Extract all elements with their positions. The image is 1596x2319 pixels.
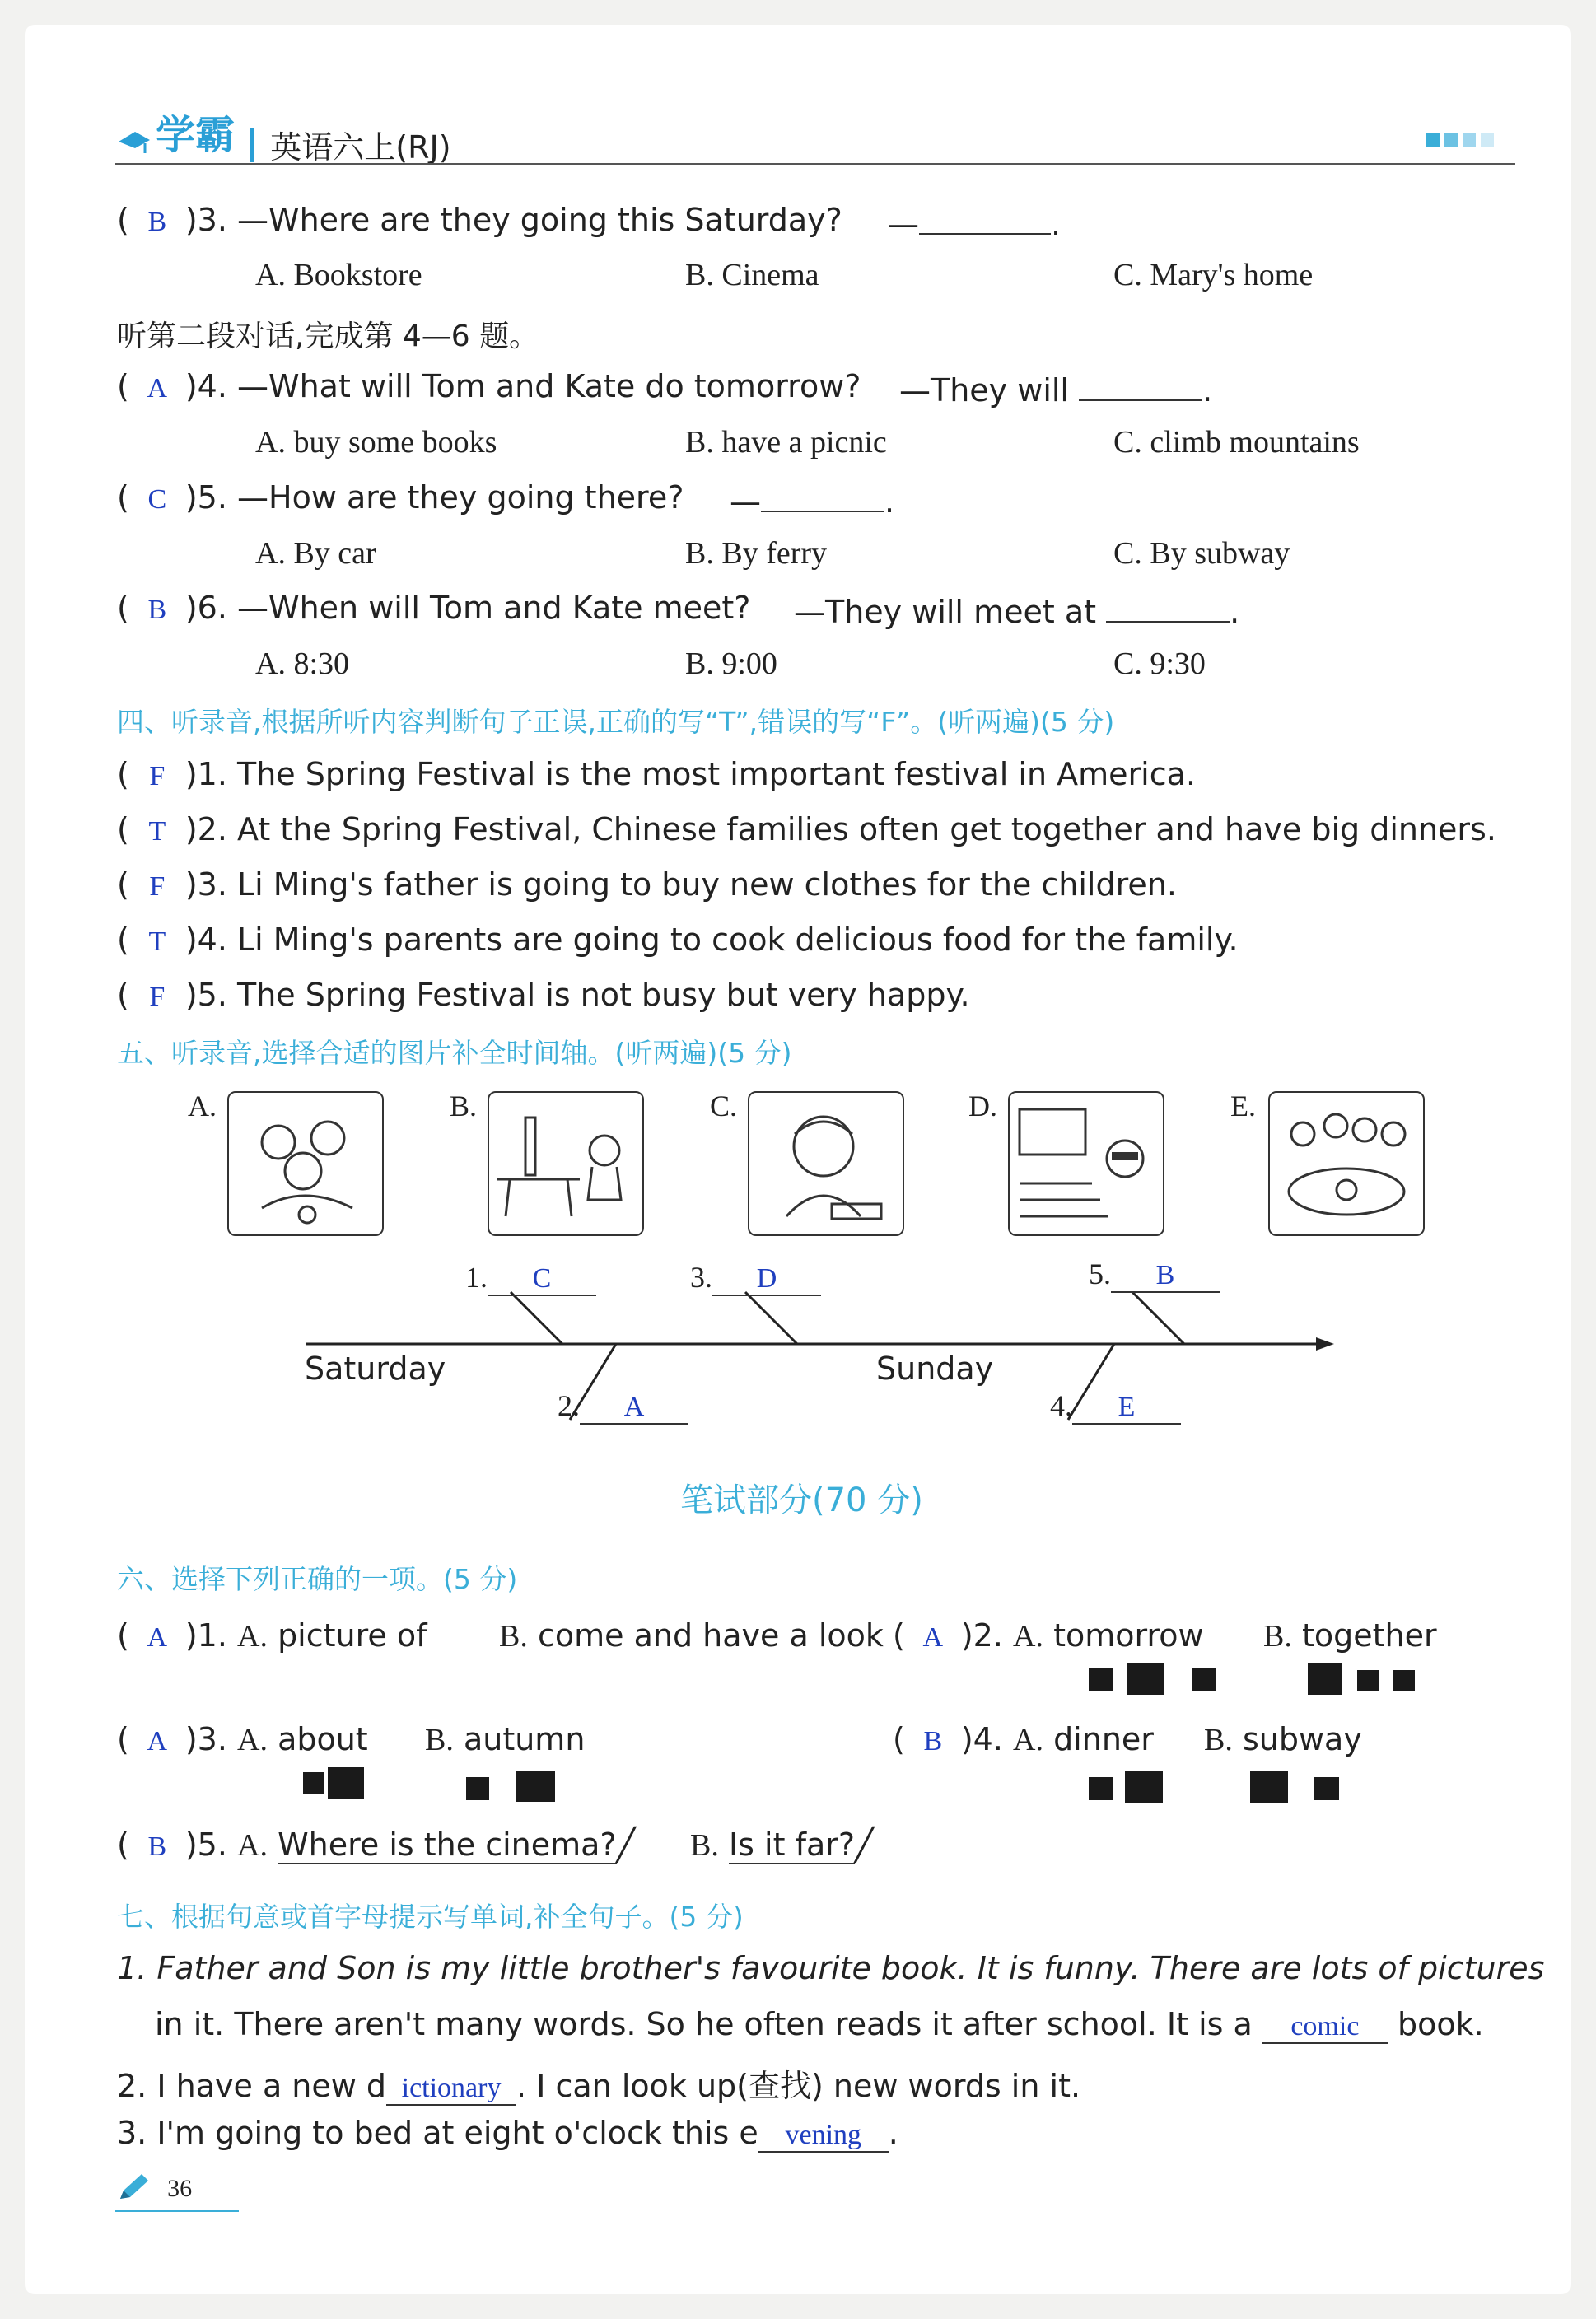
picture-label-c: C. bbox=[710, 1090, 738, 1122]
timeline-slot-1: 1. C bbox=[465, 1260, 596, 1296]
q5-option-c: C. By subway bbox=[1113, 536, 1290, 571]
section5-title: 五、听录音,选择合适的图片补全时间轴。(听两遍)(5 分) bbox=[117, 1037, 792, 1069]
section6-q5-b: B. Is it far?╱ bbox=[690, 1827, 874, 1863]
redaction-mark bbox=[328, 1767, 364, 1799]
answer-mark: A bbox=[147, 1726, 168, 1757]
instruction-dialog2: 听第二段对话,完成第 4—6 题。 bbox=[117, 320, 539, 353]
answer-mark: A bbox=[147, 373, 168, 404]
q4-option-b: B. have a picnic bbox=[685, 425, 887, 460]
redaction-mark bbox=[1314, 1777, 1339, 1800]
picture-label-e: E. bbox=[1230, 1090, 1256, 1122]
timeline-slot-5: 5. B bbox=[1089, 1257, 1220, 1293]
section6-q3: ( A )3. A. about bbox=[117, 1721, 368, 1757]
section6-q4: ( B )4. A. dinner bbox=[893, 1721, 1154, 1757]
q4-option-a: A. buy some books bbox=[255, 425, 497, 460]
redaction-mark bbox=[1192, 1668, 1216, 1691]
section4-item-5: ( F )5. The Spring Festival is not busy but very happy. bbox=[117, 977, 970, 1013]
section4-title: 四、听录音,根据所听内容判断句子正误,正确的写“T”,错误的写“F”。(听两遍)(5 分) bbox=[117, 706, 1115, 738]
q5-option-b: B. By ferry bbox=[685, 536, 828, 571]
answer-mark: A bbox=[922, 1622, 944, 1653]
redaction-mark bbox=[1308, 1663, 1342, 1695]
section7-sentence2: 2. I have a new d ictionary . I can look up(查找) new words in it. bbox=[117, 2068, 1081, 2104]
answer-mark: T bbox=[148, 816, 166, 847]
book-subtitle: 英语六上(RJ) bbox=[270, 129, 451, 166]
q6-option-a: A. 8:30 bbox=[255, 646, 349, 681]
redaction-mark bbox=[466, 1777, 489, 1800]
listening-q5-reply: — . bbox=[730, 479, 894, 520]
answer-blank: vening bbox=[758, 2120, 889, 2153]
redaction-mark bbox=[303, 1772, 324, 1794]
redaction-mark bbox=[1127, 1663, 1164, 1695]
listening-q6-reply: —They will meet at . bbox=[794, 590, 1239, 630]
redaction-mark bbox=[1357, 1670, 1379, 1691]
q4-option-c: C. climb mountains bbox=[1113, 425, 1360, 460]
section6-q1: ( A )1. A. picture of bbox=[117, 1617, 427, 1654]
section6-q1-b: B. come and have a look bbox=[499, 1617, 884, 1654]
q3-option-a: A. Bookstore bbox=[255, 258, 422, 292]
redaction-mark bbox=[1250, 1771, 1288, 1803]
answer-mark: T bbox=[148, 926, 166, 957]
timeline-saturday: Saturday bbox=[305, 1351, 446, 1387]
section7-sentence1: 1. Father and Son is my little brother's favourite book. It is funny. There are lots of pictures bbox=[117, 1950, 1545, 1986]
answer-mark: F bbox=[149, 871, 166, 902]
section6-q2-b: B. together bbox=[1263, 1617, 1437, 1654]
picture-label-d: D. bbox=[968, 1090, 997, 1122]
section6-title: 六、选择下列正确的一项。(5 分) bbox=[117, 1563, 518, 1595]
listening-q5: ( C )5. —How are they going there? bbox=[117, 479, 684, 516]
section6-q5: ( B )5. A. Where is the cinema?╱ bbox=[117, 1827, 636, 1863]
answer-mark: B bbox=[147, 207, 167, 237]
listening-q4-reply: —They will . bbox=[899, 368, 1212, 408]
section6-q3-b: B. autumn bbox=[425, 1721, 586, 1757]
redaction-mark bbox=[1089, 1668, 1113, 1691]
answer-mark: B bbox=[923, 1726, 943, 1757]
listening-q6: ( B )6. —When will Tom and Kate meet? bbox=[117, 590, 751, 626]
listening-q3: ( B )3. —Where are they going this Saturday? bbox=[117, 202, 842, 238]
section7-sentence3: 3. I'm going to bed at eight o'clock this e vening . bbox=[117, 2115, 898, 2151]
answer-mark: B bbox=[147, 595, 167, 625]
answer-blank: comic bbox=[1262, 2011, 1388, 2044]
footer-rule bbox=[115, 2210, 239, 2212]
q5-option-a: A. By car bbox=[255, 536, 376, 571]
section4-item-4: ( T )4. Li Ming's parents are going to cook delicious food for the family. bbox=[117, 922, 1239, 958]
section4-item-3: ( F )3. Li Ming's father is going to buy new clothes for the children. bbox=[117, 866, 1177, 903]
redaction-mark bbox=[1125, 1771, 1163, 1803]
redaction-mark bbox=[516, 1771, 555, 1802]
timeline-sunday: Sunday bbox=[876, 1351, 994, 1387]
answer-mark: F bbox=[149, 982, 166, 1012]
answer-blank: ictionary bbox=[386, 2073, 516, 2106]
section7-title: 七、根据句意或首字母提示写单词,补全句子。(5 分) bbox=[117, 1901, 744, 1933]
picture-label-b: B. bbox=[450, 1090, 478, 1122]
answer-mark: B bbox=[147, 1831, 167, 1862]
listening-q4: ( A )4. —What will Tom and Kate do tomorrow? bbox=[117, 368, 861, 404]
redaction-mark bbox=[1393, 1670, 1415, 1691]
footer bbox=[115, 2171, 192, 2207]
written-section-title: 笔试部分(70 分) bbox=[680, 1481, 923, 1519]
section7-sentence1-cont: in it. There aren't many words. So he often reads it after school. It is a comic book. bbox=[155, 2006, 1484, 2042]
timeline-slot-3: 3. D bbox=[690, 1260, 821, 1296]
answer-mark: F bbox=[149, 761, 166, 791]
q3-option-c: C. Mary's home bbox=[1113, 258, 1314, 292]
section4-item-2: ( T )2. At the Spring Festival, Chinese families often get together and have big dinners. bbox=[117, 811, 1496, 847]
pencil-icon bbox=[115, 2171, 152, 2207]
q6-option-c: C. 9:30 bbox=[1113, 646, 1206, 681]
page-number: 36 bbox=[167, 2175, 193, 2202]
section6-q2: ( A )2. A. tomorrow bbox=[893, 1617, 1204, 1654]
q3-option-b: B. Cinema bbox=[685, 258, 819, 292]
q6-option-b: B. 9:00 bbox=[685, 646, 777, 681]
timeline-slot-4: 4. E bbox=[1050, 1388, 1181, 1425]
picture-label-a: A. bbox=[188, 1090, 217, 1122]
section6-q4-b: B. subway bbox=[1204, 1721, 1362, 1757]
section4-item-1: ( F )1. The Spring Festival is the most important festival in America. bbox=[117, 756, 1196, 792]
answer-mark: C bbox=[147, 484, 167, 515]
brand-logo-text: 学霸 bbox=[156, 112, 236, 158]
listening-q3-reply: — . bbox=[888, 202, 1061, 242]
redaction-mark bbox=[1089, 1777, 1113, 1800]
timeline-slot-2: 2. A bbox=[558, 1388, 688, 1425]
answer-mark: A bbox=[147, 1622, 168, 1653]
